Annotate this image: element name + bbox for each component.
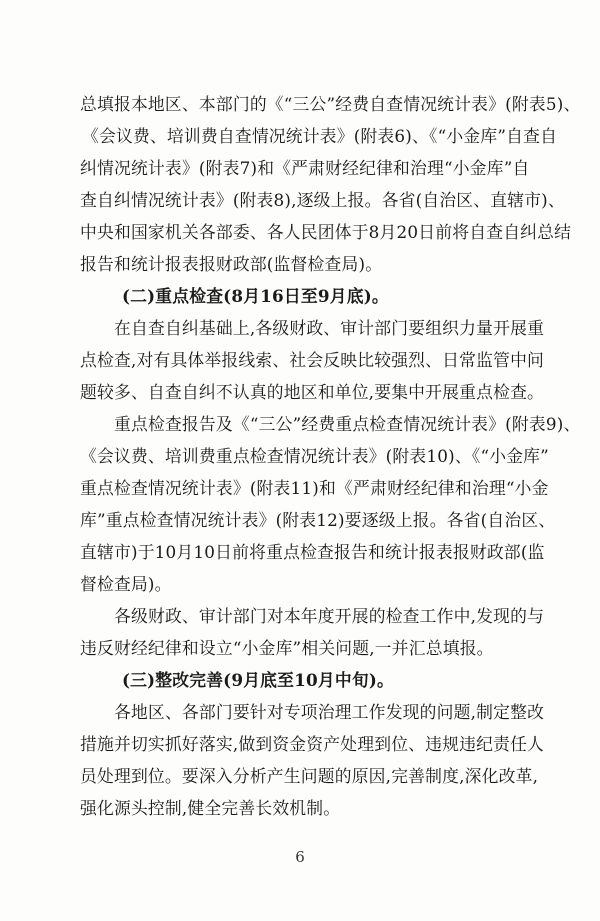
text-line: 重点检查报告及《“三公”经费重点检查情况统计表》(附表9)、 [114, 414, 581, 434]
text-line: 重点检查情况统计表》(附表11)和《严肃财经纪律和治理“小金 [80, 478, 549, 498]
section-heading: (二)重点检查(8月16日至9月底)。 [122, 286, 389, 306]
text-line: 《会议费、培训费自查情况统计表》(附表6)、《“小金库”自查自 [82, 126, 558, 146]
text-line: 总填报本地区、本部门的《“三公”经费自查情况统计表》(附表5)、 [80, 94, 581, 114]
document-body [80, 88, 581, 824]
text-line: 违反财经纪律和设立“小金库”相关问题,一并汇总填报。 [80, 638, 494, 658]
text-line: 在自查自纠基础上,各级财政、审计部门要组织力量开展重 [114, 318, 545, 338]
text-line: 直辖市)于10月10日前将重点检查报告和统计报表报财政部(监 [80, 542, 545, 562]
text-line: 措施并切实抓好落实,做到资金资产处理到位、违规违纪责任人 [80, 734, 545, 754]
text-line: 报告和统计报表报财政部(监督检查局)。 [80, 254, 383, 274]
text-line: 点检查,对有具体举报线索、社会反映比较强烈、日常监管中问 [80, 350, 545, 370]
text-line: 各级财政、审计部门对本年度开展的检查工作中,发现的与 [114, 606, 545, 626]
text-line: 中央和国家机关各部委、各人民团体于8月20日前将自查自纠总结 [80, 222, 572, 242]
text-line: 各地区、各部门要针对专项治理工作发现的问题,制定整改 [114, 702, 545, 722]
text-line: 强化源头控制,健全完善长效机制。 [80, 798, 341, 818]
text-line: 题较多、自查自纠不认真的地区和单位,要集中开展重点检查。 [80, 382, 545, 402]
text-line: 《会议费、培训费重点检查情况统计表》(附表10)、《“小金库” [80, 446, 549, 466]
text-line: 库”重点检查情况统计表》(附表12)要逐级上报。各省(自治区、 [80, 510, 556, 530]
section-heading: (三)整改完善(9月底至10月中旬)。 [122, 670, 394, 690]
page-number: 6 [295, 848, 305, 866]
text-line: 查自纠情况统计表》(附表8),逐级上报。各省(自治区、直辖市)、 [80, 190, 565, 210]
text-line: 督检查局)。 [80, 574, 172, 594]
text-line: 纠情况统计表》(附表7)和《严肃财经纪律和治理“小金库”自 [80, 158, 530, 178]
text-line: 员处理到位。要深入分析产生问题的原因,完善制度,深化改革, [80, 766, 539, 786]
